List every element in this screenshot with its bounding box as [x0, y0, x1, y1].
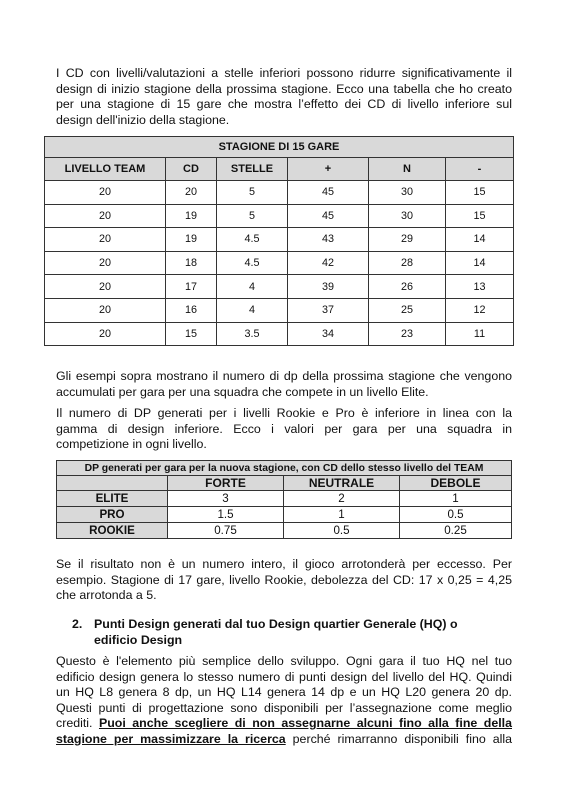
column-header: CD — [166, 158, 217, 181]
text-line: Questo è l'elemento più semplice dello sviluppo. Ogni gara il tuo HQ nel tuo — [56, 654, 512, 668]
column-header: LIVELLO TEAM — [45, 158, 166, 181]
table-cell: 23 — [369, 322, 446, 346]
table-cell: 0.5 — [400, 507, 512, 523]
table-cell: 1.5 — [168, 507, 284, 523]
table-cell: 14 — [446, 228, 514, 252]
table-cell: 2 — [284, 491, 400, 507]
table-cell: 18 — [166, 251, 217, 275]
table-cell: 45 — [288, 204, 369, 228]
text-line — [56, 716, 512, 732]
levels-paragraph — [56, 406, 512, 453]
table-cell: 0.5 — [284, 523, 400, 539]
table-cell: 29 — [369, 228, 446, 252]
table-cell: 20 — [45, 322, 166, 346]
table-cell: 1 — [400, 491, 512, 507]
text-line: per una stagione di 15 gare che mostra l’effetto dei CD di livello inferiore sul — [56, 97, 512, 111]
row-label: PRO — [57, 507, 168, 523]
text-line: accumulati per gara per una squadra che compete in un livello Elite. — [56, 384, 429, 399]
table-title: DP generati per gara per la nuova stagione, con CD dello stesso livello del TEAM — [57, 461, 512, 476]
text-line: che arrotonda a 5. — [56, 588, 157, 602]
table-cell: 45 — [288, 181, 369, 205]
text-line: competizione in ogni livello. — [56, 437, 207, 451]
table-row — [45, 322, 514, 346]
table-row — [57, 507, 512, 523]
table-cell: 37 — [288, 298, 369, 322]
table-row — [45, 204, 514, 228]
column-header: FORTE — [168, 476, 284, 491]
table-title: STAGIONE DI 15 GARE — [45, 137, 514, 158]
heading-line: Punti Design generati dal tuo Design quartier Generale (HQ) o — [94, 617, 458, 631]
table-cell: 5 — [217, 204, 288, 228]
table-cell: 19 — [166, 204, 217, 228]
examples-paragraph — [56, 369, 512, 400]
table-cell: 28 — [369, 251, 446, 275]
table-cell: 39 — [288, 275, 369, 299]
text-fragment: perché rimarranno disponibili fino alla — [285, 731, 513, 746]
table-cell: 3 — [168, 491, 284, 507]
table-cell: 15 — [166, 322, 217, 346]
dp-per-race-table — [56, 460, 512, 539]
table-cell: 0.25 — [400, 523, 512, 539]
column-header: DEBOLE — [400, 476, 512, 491]
underlined-emphasis: Puoi anche scegliere di non assegnarne alcuni fino alla fine della — [98, 716, 512, 730]
text-line: design dell'inizio della stagione. — [56, 112, 230, 127]
table-cell: 34 — [288, 322, 369, 346]
table-cell: 3.5 — [217, 322, 288, 346]
table-row — [45, 298, 514, 322]
table-cell: 12 — [446, 298, 514, 322]
text-line: Questi punti di progettazione sono disponibili per l’assegnazione come meglio — [56, 700, 512, 715]
table-cell: 20 — [45, 228, 166, 252]
table-cell: 15 — [446, 181, 514, 205]
table-cell: 4.5 — [217, 251, 288, 275]
table-cell: 5 — [217, 181, 288, 205]
table-cell: 20 — [45, 204, 166, 228]
season-15-races-table — [44, 136, 514, 346]
table-cell: 20 — [45, 298, 166, 322]
text-line: I CD con livelli/valutazioni a stelle inferiori possono ridurre significativamente il — [56, 66, 512, 80]
text-line: Se il risultato non è un numero intero, il gioco arrotonderà per eccesso. Per — [56, 557, 512, 571]
text-line: design di inizio stagione della prossima stagione. Ecco una tabella che ho creato — [56, 81, 512, 96]
table-cell: 15 — [446, 204, 514, 228]
text-line: edificio design genera lo stesso numero di punti design del livello del HQ. Quindi — [56, 669, 512, 684]
text-fragment: crediti. — [56, 716, 99, 730]
table-row — [45, 275, 514, 299]
row-label: ELITE — [57, 491, 168, 507]
table-cell: 20 — [45, 181, 166, 205]
heading-number: 2. — [72, 617, 83, 631]
table-cell: 11 — [446, 322, 514, 346]
row-label: ROOKIE — [57, 523, 168, 539]
table-cell: 20 — [45, 275, 166, 299]
heading-line: edificio Design — [94, 632, 183, 647]
table-row — [45, 251, 514, 275]
table-cell: 0.75 — [168, 523, 284, 539]
underlined-emphasis: stagione per massimizzare la ricerca — [56, 731, 286, 746]
table-cell: 1 — [284, 507, 400, 523]
text-line: Gli esempi sopra mostrano il numero di dp della prossima stagione che vengono — [56, 369, 512, 383]
table-cell: 17 — [166, 275, 217, 299]
table-cell: 20 — [45, 251, 166, 275]
text-line: Il numero di DP generati per i livelli Rookie e Pro è inferiore in linea con la — [56, 406, 512, 420]
table-cell: 30 — [369, 204, 446, 228]
rounding-paragraph — [56, 557, 512, 604]
table-cell: 4 — [217, 275, 288, 299]
hq-paragraph — [56, 654, 512, 747]
text-line: gamma di design inferiore. Ecco i valori per gara per una squadra in — [56, 421, 512, 436]
table-cell: 16 — [166, 298, 217, 322]
intro-paragraph — [56, 66, 512, 128]
table-cell: 26 — [369, 275, 446, 299]
table-cell: 25 — [369, 298, 446, 322]
table-cell: 13 — [446, 275, 514, 299]
table-cell: 4.5 — [217, 228, 288, 252]
table-row — [57, 491, 512, 507]
text-line: un HQ L8 genera 8 dp, un HQ L14 genera 14 dp e un HQ L20 genera 20 dp. — [56, 685, 512, 699]
table-cell: 42 — [288, 251, 369, 275]
column-header: N — [369, 158, 446, 181]
column-header: NEUTRALE — [284, 476, 400, 491]
table-cell: 14 — [446, 251, 514, 275]
table-row — [45, 228, 514, 252]
table-cell: 30 — [369, 181, 446, 205]
table-cell: 19 — [166, 228, 217, 252]
text-line: esempio. Stagione di 17 gare, livello Rookie, debolezza del CD: 17 x 0,25 = 4,25 — [56, 572, 512, 587]
column-header: - — [446, 158, 514, 181]
column-header — [57, 476, 168, 491]
text-line — [56, 732, 512, 748]
table-cell: 4 — [217, 298, 288, 322]
table-row — [45, 181, 514, 205]
column-header: STELLE — [217, 158, 288, 181]
table-row — [57, 523, 512, 539]
column-header: + — [288, 158, 369, 181]
table-cell: 43 — [288, 228, 369, 252]
table-cell: 20 — [166, 181, 217, 205]
